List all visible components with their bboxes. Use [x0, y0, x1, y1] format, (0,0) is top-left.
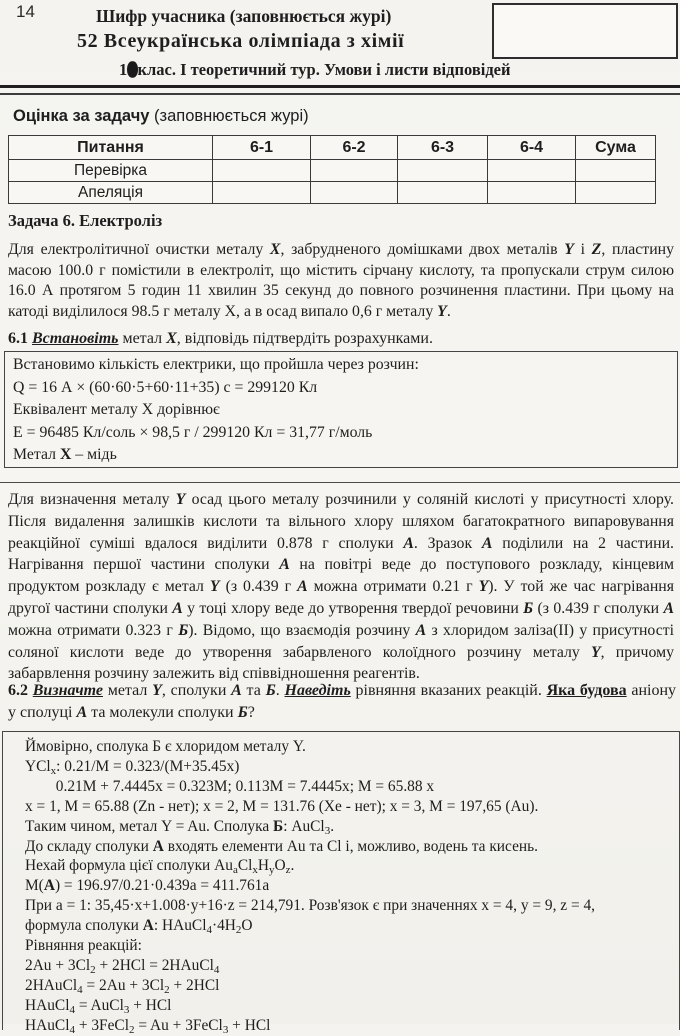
score-header-row — [9, 136, 656, 160]
question-6-2-heading: 6.2 Визначте метал Y, сполуки А та Б. Наведіть рівняння вказаних реакцій. Яка будова аніону у сполуці А та молекули сполуки Б? — [8, 682, 677, 721]
task-heading: Задача 6. Електроліз — [8, 211, 163, 230]
answer-box-6-2 — [2, 731, 680, 1036]
score-cell — [488, 182, 576, 204]
question-6-1-heading: 6.1 Встановіть метал X, відповідь підтвердіть розрахунками. — [8, 330, 433, 347]
score-cell — [311, 182, 398, 204]
score-table — [8, 135, 656, 204]
score-table-caption — [13, 107, 309, 126]
answer-line: YCl$_x$: 0.21/M = 0.323/(M+35.45x) — [25, 757, 240, 777]
subtitle-text: клас. І теоретичний тур. Умови і листи відповідей — [137, 60, 511, 79]
answer-line: HAuCl$_4$ + 3FeCl$_2$ = Au + 3FeCl$_3$ + HCl — [25, 1016, 271, 1036]
answer-line: HAuCl$_4$ = AuCl$_3$ + HCl — [25, 996, 172, 1016]
answer-line: Нехай формула цієї сполуки $Au_aCl_xH_yO_z$. — [25, 857, 295, 877]
answer-line: Метал X – мідь — [13, 446, 117, 464]
answer-line: 0.21M + 7.4445x = 0.323M; 0.113M = 7.4445x; M = 65.88 x — [25, 777, 435, 795]
header-divider-thick — [0, 85, 680, 88]
section-divider — [0, 482, 680, 483]
score-header-6-4: 6-4 — [488, 136, 576, 160]
olympiad-title: 52 Всеукраїнська олімпіада з хімії — [77, 30, 405, 52]
score-row-check — [9, 160, 656, 182]
answer-line: x = 1, M = 65.88 (Zn - нет); x = 2, M = 131.76 (Xe - нет); x = 3, M = 197,65 (Au). — [25, 797, 539, 815]
participant-code-label: Шифр учасника (заповнюється журі) — [96, 6, 392, 26]
score-cell — [213, 182, 311, 204]
grade-digit: 1 — [119, 60, 128, 79]
task-intro-paragraph: Для електролітичної очистки металу X, забрудненого домішками двох металів Y і Z, пластину масою 100.0 г помістили в електроліт, що містить сірчану кислоту, та пропускали струм силою 16.0 А протягом 5 годин 11 хвилин 35 секунд до повного розчинення пластини. При цьому на катоді виділилося 98.5 г металу X, а в осад випало 0,6 г металу Y. — [8, 241, 675, 320]
task-part2-paragraph: Для визначення металу Y осад цього металу розчинили у соляній кислоті у присутності хлору. Після видалення залишків кислоти та вільного хлору шляхом багатократного випаровування реакційної суміші вдалося виділити 0.878 г сполуки А. Зразок А поділили на 2 частини. Нагрівання першої частини сполуки А на повітрі веде до поступового розкладу, кінцевим продуктом розкладу є метал Y (з 0.439 г А можна отримати 0.21 г Y). У той же час нагрівання другої частини сполуки А у тоці хлору веде до утворення твердої речовини Б (з 0.439 г сполуки А можна отримати 0.323 г Б). Відомо, що взаємодія розчину А з хлоридом заліза(II) у присутності соляної кислоти веде до утворення забарвленого колоїдного розчину металу Y, причому забарвлення розчину залежить від співвідношення реагентів. — [8, 491, 674, 683]
answer-line: 2HAuCl$_4$ = $2Au + 3Cl_2 + 2HCl$ — [25, 976, 220, 996]
answer-line: До складу сполуки А входять елементи Au та Cl і, можливо, водень та кисень. — [25, 837, 538, 855]
score-header-sum: Сума — [576, 136, 656, 160]
score-caption-note: (заповнюється журі) — [149, 107, 309, 125]
score-cell — [398, 160, 488, 182]
score-cell — [576, 160, 656, 182]
score-caption-bold: Оцінка за задачу — [13, 107, 150, 125]
answer-line: M(А) = 196.97/0.21·0.439a = 411.761a — [25, 877, 270, 895]
answer-line: $2Au + 3Cl_2 + 2HCl$ = 2HAuCl$_4$ — [25, 956, 220, 976]
score-header-6-3: 6-3 — [398, 136, 488, 160]
answer-line: Е = 96485 Кл/соль × 98,5 г / 299120 Кл = 31,77 г/моль — [13, 423, 373, 441]
answer-line: Еквівалент металу X дорівнює — [13, 401, 220, 419]
score-cell — [488, 160, 576, 182]
answer-box-6-1 — [4, 351, 678, 468]
answer-line: При a = 1: 35,45·x+1.008·y+16·z = 214,791. Розв'язок є при значеннях x = 4, y = 9, z = 4, — [25, 897, 596, 915]
score-row-label: Перевірка — [9, 160, 213, 182]
participant-code-box — [492, 3, 678, 59]
answer-line: Q = 16 А × (60·60·5+60·11+35) с = 299120 Кл — [13, 378, 318, 396]
header-divider-thin — [0, 93, 680, 95]
answer-line: Таким чином, метал Y = Au. Сполука Б: AuCl$_3$. — [25, 817, 335, 837]
score-cell — [213, 160, 311, 182]
score-header-6-2: 6-2 — [311, 136, 398, 160]
answer-line: Рівняння реакцій: — [25, 937, 142, 955]
answer-line: формула сполуки А: $HAuCl_4\cdot 4H_2O$ — [25, 917, 253, 937]
olympiad-subtitle — [119, 60, 511, 80]
grade-zero-filled-mark: 0 — [128, 59, 137, 80]
score-header-question: Питання — [9, 136, 213, 160]
score-cell — [576, 182, 656, 204]
score-cell — [398, 182, 488, 204]
score-row-label: Апеляція — [9, 182, 213, 204]
score-cell — [311, 160, 398, 182]
page-number: 14 — [16, 2, 35, 21]
score-row-appeal — [9, 182, 656, 204]
score-header-6-1: 6-1 — [213, 136, 311, 160]
answer-line: Ймовірно, сполука Б є хлоридом металу Y. — [25, 738, 306, 755]
answer-line: Встановимо кількість електрики, що пройшла через розчин: — [13, 356, 419, 373]
